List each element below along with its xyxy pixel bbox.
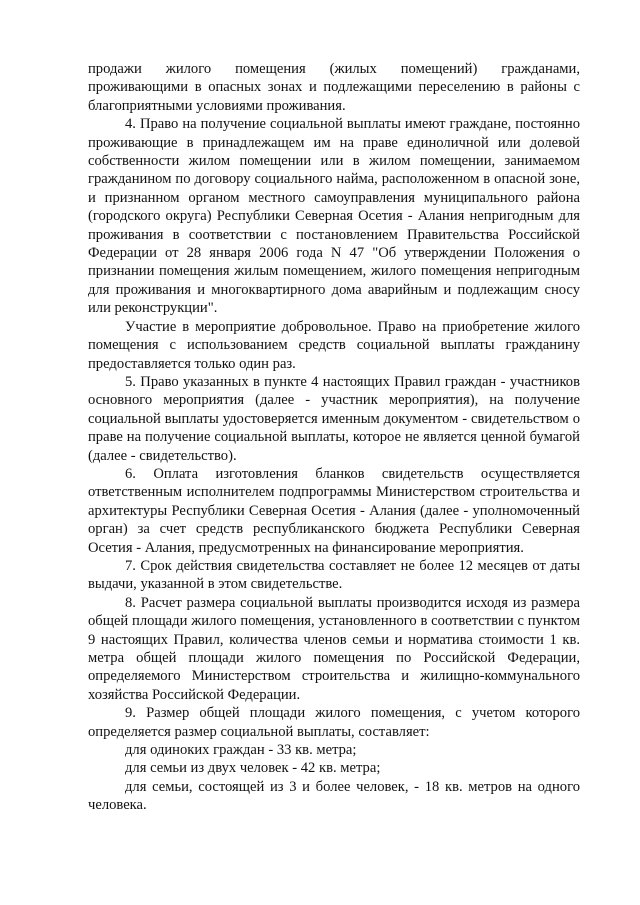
paragraph-item-7: 7. Срок действия свидетельства составляет не более 12 месяцев от даты выдачи, указанной в этом свидетельстве. bbox=[88, 557, 580, 593]
list-item-single: для одиноких граждан - 33 кв. метра; bbox=[125, 742, 357, 759]
paragraph-item-5: 5. Право указанных в пункте 4 настоящих Правил граждан - участников основного мероприятия (далее - участник мероприятия), на получение социальной выплаты удостоверяется именным документом - свидетельством о праве на получение социальной выплаты, которое не является ценной бумагой (далее - свидетельство). bbox=[88, 373, 580, 464]
paragraph-item-4: 4. Право на получение социальной выплаты имеют граждане, постоянно проживающие в принадлежащем им на праве единоличной или долевой собственности жилом помещении или в жилом помещении, занимаемом гражданином по договору социального найма, расположенном в опасной зоне, и признанном органом местного самоуправления муниципального района (городского округа) Республики Северная Осетия - Алания непригодным для проживания в соответствии с постановлением Правительства Российской Федерации от 28 января 2006 года N 47 "Об утверждении Положения о признании помещения жилым помещением, жилого помещения непригодным для проживания и многоквартирного дома аварийным и подлежащим сносу или реконструкции". bbox=[88, 116, 580, 317]
list-item-two-person: для семьи из двух человек - 42 кв. метра; bbox=[125, 760, 381, 777]
paragraph-item-9: 9. Размер общей площади жилого помещения, с учетом которого определяется размер социальной выплаты, составляет: bbox=[88, 705, 580, 740]
paragraph-intro-continuation: продажи жилого помещения (жилых помещений) гражданами, проживающими в опасных зонах и подлежащими переселению в районы с благоприятными условиями проживания. bbox=[88, 61, 580, 114]
paragraph-item-8: 8. Расчет размера социальной выплаты производится исходя из размера общей площади жилого помещения, установленного в соответствии с пунктом 9 настоящих Правил, количества членов семьи и норматива стоимости 1 кв. метра общей площади жилого помещения по Российской Федерации, определяемого Министерством строительства и жилищно-коммунального хозяйства Российской Федерации. bbox=[88, 594, 580, 703]
document-page bbox=[88, 60, 580, 815]
paragraph-item-6: 6. Оплата изготовления бланков свидетельств осуществляется ответственным исполнителем подпрограммы Министерством строительства и архитектуры Республики Северная Осетия - Алания (далее - уполномоченный орган) за счет средств республиканского бюджета Республики Северная Осетия - Алания, предусмотренных на финансирование мероприятия. bbox=[88, 465, 580, 556]
list-item-three-plus: для семьи, состоящей из 3 и более человек, - 18 кв. метров на одного человека. bbox=[88, 778, 580, 814]
paragraph-participation: Участие в мероприятие добровольное. Право на приобретение жилого помещения с использованием средств социальной выплаты гражданину предоставляется только один раз. bbox=[88, 318, 580, 372]
